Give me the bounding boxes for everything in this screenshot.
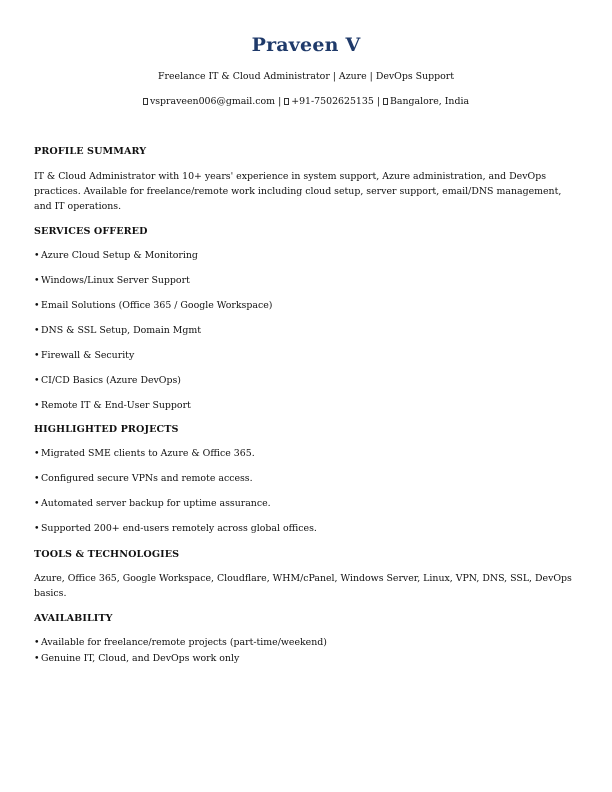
- list-item: •Windows/Linux Server Support: [34, 275, 190, 286]
- list-item: •Configured secure VPNs and remote access.: [34, 473, 253, 484]
- list-item: •Genuine IT, Cloud, and DevOps work only: [34, 653, 240, 664]
- section-heading-services: SERVICES OFFERED: [34, 226, 148, 237]
- list-item: •Available for freelance/remote projects (part-time/weekend): [34, 637, 327, 648]
- separator: |: [278, 96, 282, 107]
- page-title: Praveen V: [251, 34, 361, 56]
- section-services: [34, 224, 579, 239]
- list-item: •Remote IT & End-User Support: [34, 400, 191, 411]
- phone-link[interactable]: +91-7502625135: [291, 96, 374, 107]
- list-item: •Automated server backup for uptime assurance.: [34, 498, 271, 509]
- section-tools: [34, 547, 579, 562]
- list-item: •DNS & SSL Setup, Domain Mgmt: [34, 325, 201, 336]
- contact-line: [0, 95, 612, 109]
- list-item: •Firewall & Security: [34, 350, 135, 361]
- section-heading-availability: AVAILABILITY: [34, 613, 113, 624]
- tools-paragraph: [34, 571, 579, 601]
- section-profile: [34, 144, 579, 159]
- list-item: •Email Solutions (Office 365 / Google Workspace): [34, 300, 273, 311]
- section-heading-projects: HIGHLIGHTED PROJECTS: [34, 424, 179, 435]
- profile-text: IT & Cloud Administrator with 10+ years' experience in system support, Azure administration, and DevOps practices. Available for freelance/remote work including cloud setup, server support, email/DNS management, and IT operations.: [34, 171, 562, 212]
- list-item: •Azure Cloud Setup & Monitoring: [34, 250, 198, 261]
- profile-paragraph: [34, 169, 579, 214]
- section-projects: [34, 422, 579, 437]
- location-icon: [383, 98, 388, 105]
- email-icon: [143, 98, 148, 105]
- tools-text: Azure, Office 365, Google Workspace, Cloudflare, WHM/cPanel, Windows Server, Linux, VPN, DNS, SSL, DevOps basics.: [34, 573, 572, 599]
- list-item: •CI/CD Basics (Azure DevOps): [34, 375, 181, 386]
- list-item: •Supported 200+ end-users remotely across global offices.: [34, 523, 317, 534]
- section-heading-tools: TOOLS & TECHNOLOGIES: [34, 549, 180, 560]
- section-availability: [34, 611, 579, 626]
- list-item: •Migrated SME clients to Azure & Office 365.: [34, 448, 255, 459]
- subtitle: Freelance IT & Cloud Administrator | Azure | DevOps Support: [157, 71, 455, 82]
- location-text: Bangalore, India: [389, 96, 470, 107]
- separator: |: [376, 96, 380, 107]
- phone-icon: [284, 98, 289, 105]
- section-heading-profile: PROFILE SUMMARY: [34, 146, 147, 157]
- email-link[interactable]: vspraveen006@gmail.com: [149, 96, 276, 107]
